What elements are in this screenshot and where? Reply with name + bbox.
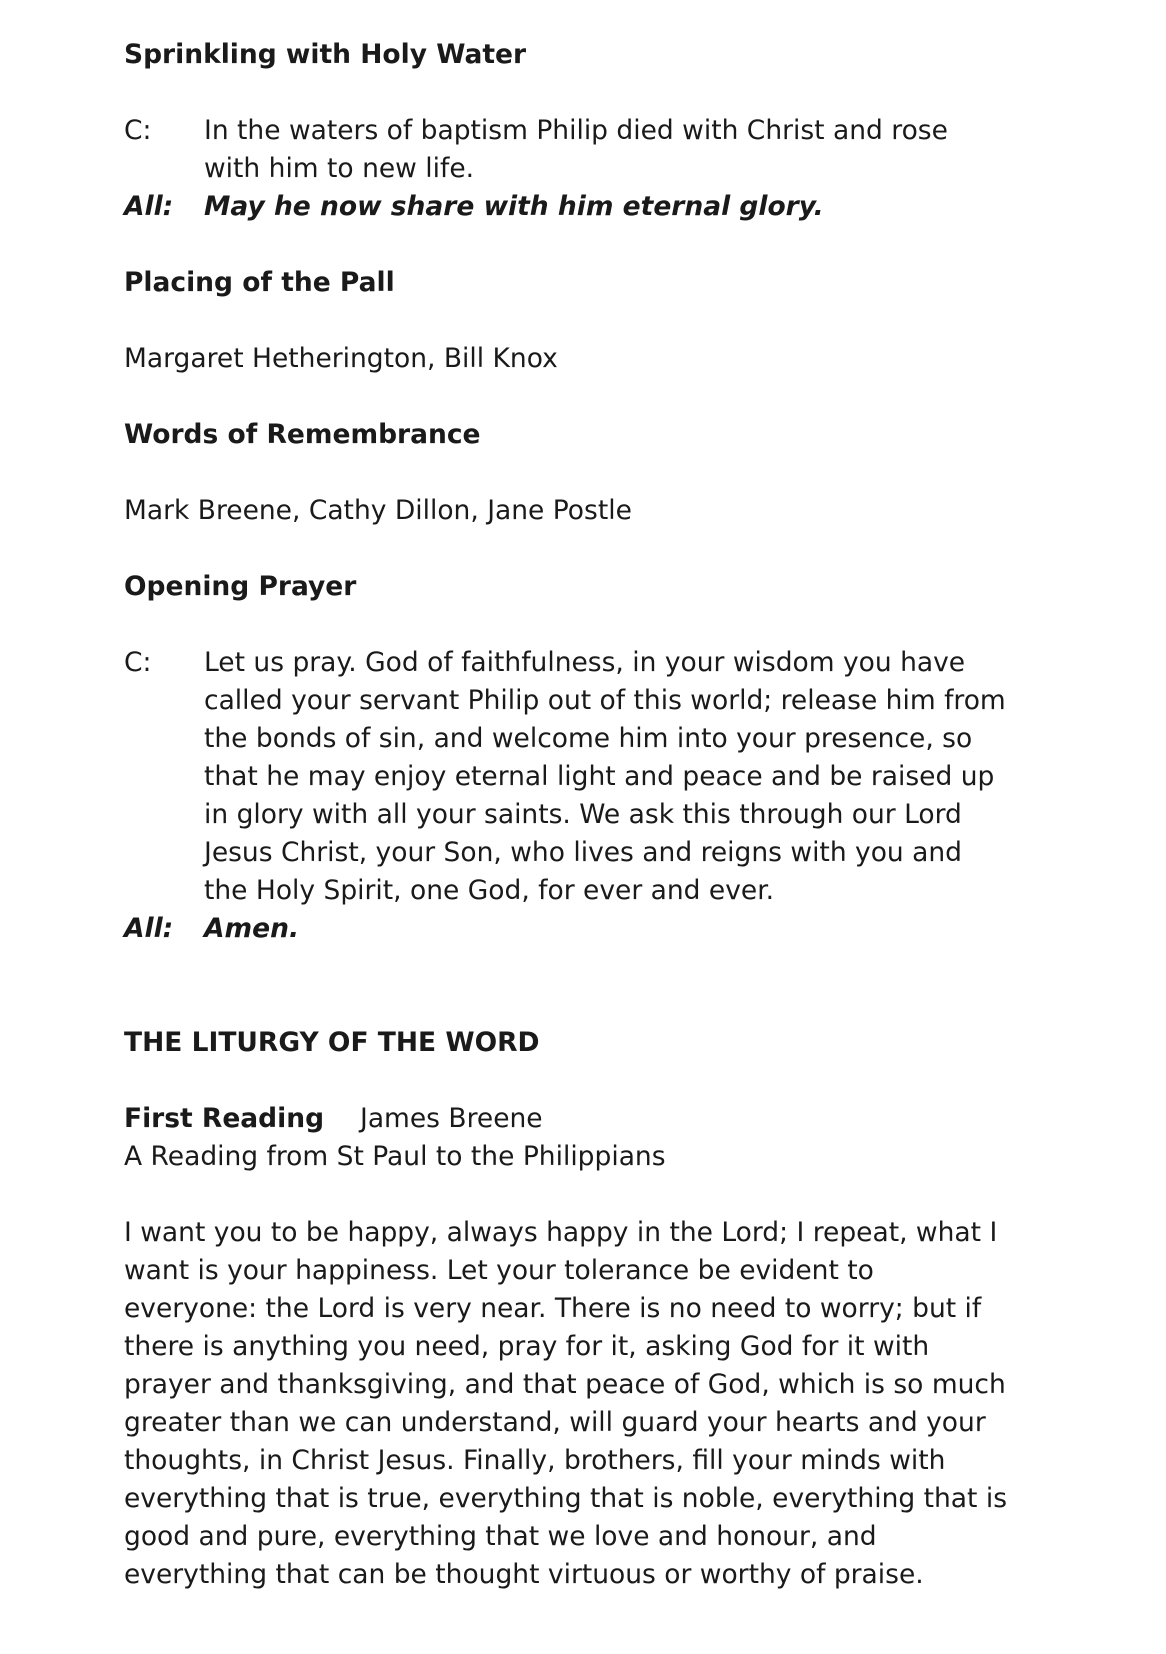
sprinkling-all-part	[124, 188, 1084, 226]
first-reading-source: A Reading from St Paul to the Philippians	[124, 1141, 666, 1172]
first-reading-header	[124, 1100, 1084, 1138]
reading-line: everything that is true, everything that is noble, everything that is	[124, 1483, 1008, 1514]
remembrance-heading: Words of Remembrance	[124, 419, 481, 450]
reading-line: there is anything you need, pray for it, asking God for it with	[124, 1331, 930, 1362]
prayer-line: Jesus Christ, your Son, who lives and reigns with you and	[204, 837, 963, 868]
order-of-service-page	[124, 36, 1084, 1594]
first-reading-text	[124, 1214, 1084, 1594]
pall-heading: Placing of the Pall	[124, 267, 395, 298]
sprinkling-celebrant-part	[124, 112, 1084, 188]
sprinkling-line: with him to new life.	[204, 153, 475, 184]
reading-line: everything that can be thought virtuous or worthy of praise.	[124, 1559, 924, 1590]
sprinkling-response: May he now share with him eternal glory.	[204, 191, 824, 222]
reading-line: prayer and thanksgiving, and that peace of God, which is so much	[124, 1369, 1006, 1400]
reading-line: thoughts, in Christ Jesus. Finally, brothers, fill your minds with	[124, 1445, 946, 1476]
sprinkling-line: In the waters of baptism Philip died with Christ and rose	[204, 115, 948, 146]
remembrance-names: Mark Breene, Cathy Dillon, Jane Postle	[124, 495, 632, 526]
prayer-line: that he may enjoy eternal light and peace and be raised up	[204, 761, 995, 792]
opening-prayer-response: Amen.	[204, 913, 300, 944]
reading-line: everyone: the Lord is very near. There is no need to worry; but if	[124, 1293, 982, 1324]
prayer-line: in glory with all your saints. We ask this through our Lord	[204, 799, 962, 830]
reading-line: want is your happiness. Let your tolerance be evident to	[124, 1255, 874, 1286]
pall-names: Margaret Hetherington, Bill Knox	[124, 343, 558, 374]
sprinkling-heading: Sprinkling with Holy Water	[124, 39, 527, 70]
prayer-line: the Holy Spirit, one God, for ever and ever.	[204, 875, 775, 906]
prayer-line: the bonds of sin, and welcome him into your presence, so	[204, 723, 973, 754]
first-reading-reader: James Breene	[360, 1103, 543, 1134]
celebrant-label: C:	[124, 115, 152, 146]
reading-line: good and pure, everything that we love and honour, and	[124, 1521, 877, 1552]
reading-line: I want you to be happy, always happy in the Lord; I repeat, what I	[124, 1217, 998, 1248]
liturgy-of-the-word-heading: THE LITURGY OF THE WORD	[124, 1027, 540, 1058]
reading-line: greater than we can understand, will guard your hearts and your	[124, 1407, 986, 1438]
opening-prayer-all-part	[124, 910, 1084, 948]
celebrant-label: C:	[124, 647, 152, 678]
prayer-line: Let us pray. God of faithfulness, in your wisdom you have	[204, 647, 966, 678]
opening-prayer-celebrant-part	[124, 644, 1084, 910]
all-label: All:	[124, 191, 174, 222]
opening-prayer-heading: Opening Prayer	[124, 571, 357, 602]
all-label: All:	[124, 913, 174, 944]
first-reading-title: First Reading	[124, 1103, 325, 1134]
prayer-line: called your servant Philip out of this world; release him from	[204, 685, 1006, 716]
